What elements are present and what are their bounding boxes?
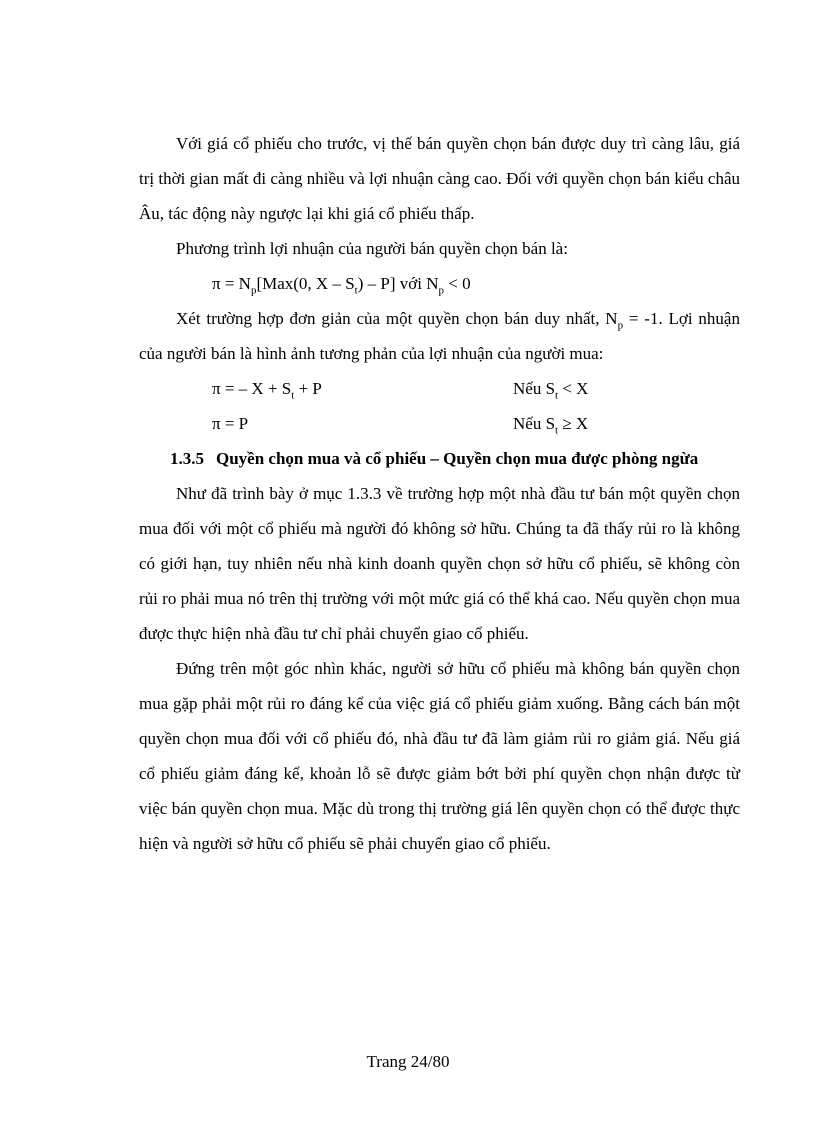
paragraph-single-put-case <box>139 301 740 371</box>
subscript: p <box>438 284 445 297</box>
subscript: t <box>291 389 295 402</box>
paragraph-put-seller-intro: Với giá cổ phiếu cho trước, vị thế bán quyền chọn bán được duy trì càng lâu, giá trị thời gian mất đi càng nhiều và lợi nhuận càng cao. Đối với quyền chọn bán kiểu châu Âu, tác động này ngược lại khi giá cổ phiếu thấp. <box>139 134 740 223</box>
paragraph-covered-call-intro: Như đã trình bày ở mục 1.3.3 về trường hợp một nhà đầu tư bán một quyền chọn mua đối với một cổ phiếu mà người đó không sở hữu. Chúng ta đã thấy rủi ro là không có giới hạn, tuy nhiên nếu nhà kinh doanh quyền chọn sở hữu cổ phiếu, sẽ không còn rủi ro phải mua nó trên thị trường với một mức giá có thể khá cao. Nếu quyền chọn mua được thực hiện nhà đầu tư chỉ phải chuyển giao cổ phiếu. <box>139 484 740 643</box>
formula-condition <box>513 371 588 406</box>
formula-put-seller-profit <box>139 266 740 301</box>
section-title: Quyền chọn mua và cổ phiếu – Quyền chọn mua được phòng ngừa <box>216 449 699 468</box>
subscript: t <box>555 424 559 437</box>
condition-text: Nếu S <box>513 414 556 433</box>
formula-text: ) – P] với N <box>357 274 439 293</box>
section-heading-1-3-5 <box>170 441 740 476</box>
formula-text: + P <box>294 379 322 398</box>
formula-profit-case-1 <box>139 371 740 406</box>
subscript: t <box>555 389 559 402</box>
formula-text: < 0 <box>444 274 471 293</box>
condition-text: < X <box>558 379 589 398</box>
condition-text: Nếu S <box>513 379 556 398</box>
subscript: t <box>354 284 358 297</box>
paragraph-profit-equation-intro: Phương trình lợi nhuận của người bán quyền chọn bán là: <box>176 239 568 258</box>
formula-text: π = N <box>212 274 251 293</box>
subscript: p <box>617 319 624 332</box>
condition-text: ≥ X <box>558 414 589 433</box>
section-number: 1.3.5 <box>170 449 204 468</box>
formula-condition <box>513 406 588 441</box>
formula-text: π = – X + S <box>212 379 292 398</box>
subscript: p <box>250 284 257 297</box>
formula-profit-case-2 <box>139 406 740 441</box>
paragraph-text: Xét trường hợp đơn giản của một quyền chọn bán duy nhất, N <box>176 309 618 328</box>
formula-text: π = P <box>212 414 249 433</box>
formula-text: [Max(0, X – S <box>256 274 355 293</box>
paragraph-text: = -1. Lợi nhuận của người bán là hình ảnh tương phản của lợi nhuận của người mua: <box>139 309 740 363</box>
page-content <box>139 126 740 861</box>
paragraph-covered-call-risk: Đứng trên một góc nhìn khác, người sở hữu cổ phiếu mà không bán quyền chọn mua gặp phải một rủi ro đáng kể của việc giá cổ phiếu giảm xuống. Bằng cách bán một quyền chọn mua đối với cổ phiếu đó, nhà đầu tư đã làm giảm rủi ro giảm giá. Nếu giá cổ phiếu giảm đáng kể, khoản lỗ sẽ được giảm bớt bởi phí quyền chọn nhận được từ việc bán quyền chọn mua. Mặc dù trong thị trường giá lên quyền chọn có thể được thực hiện và người sở hữu cổ phiếu sẽ phải chuyển giao cổ phiếu. <box>139 659 740 853</box>
page-number: Trang 24/80 <box>366 1052 450 1071</box>
